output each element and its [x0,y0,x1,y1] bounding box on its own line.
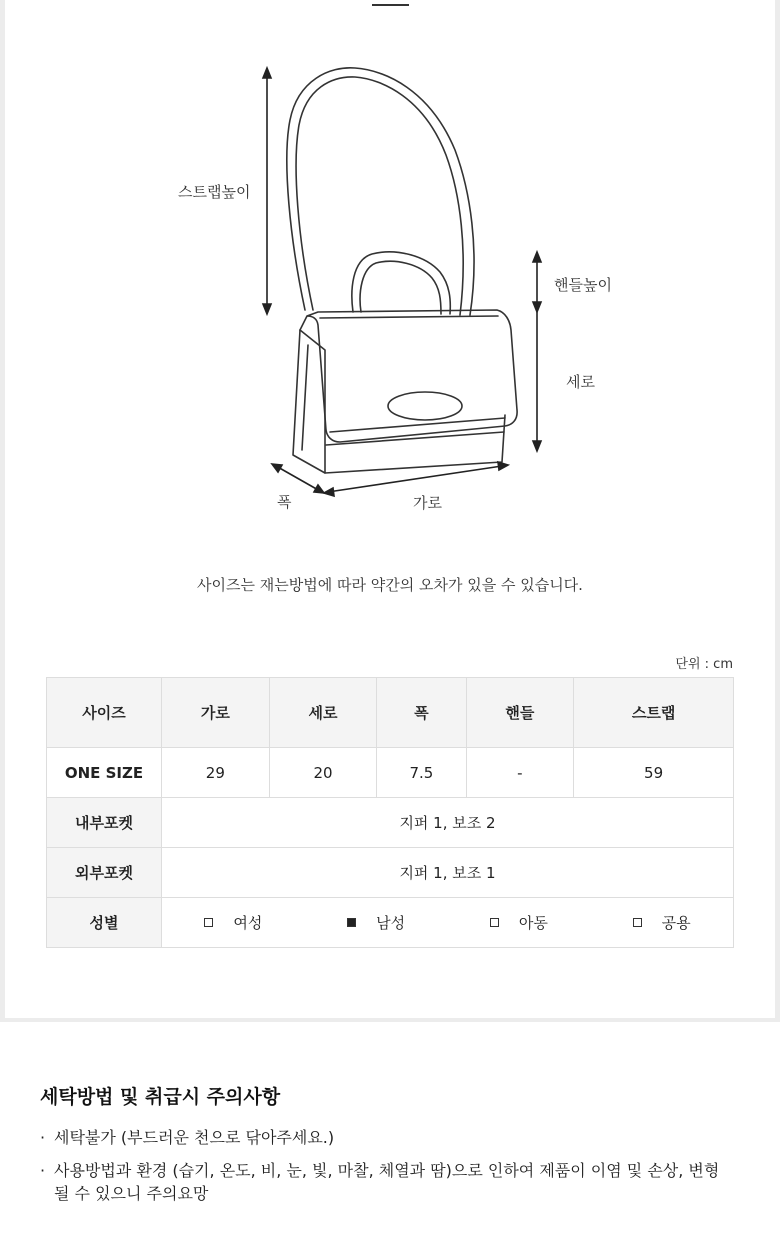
unit-label: 단위 : cm [675,657,733,672]
table-row-one-size [47,748,734,798]
header-cell: 폭 [377,678,466,748]
header-cell: 스트랩 [574,678,734,748]
bullet-icon: · [40,1161,46,1180]
bag-illustration [0,0,780,530]
care-section [0,1022,780,1236]
care-item-text: 사용방법과 환경 (습기, 온도, 비, 눈, 빛, 마찰, 체열과 땀)으로 인하여 제품이 이염 및 손상, 변형될 수 있으니 주의요망 [54,1161,720,1203]
row-label: 외부포켓 [47,848,162,898]
care-item-text: 세탁불가 (부드러운 천으로 닦아주세요.) [54,1128,335,1147]
checkbox-filled-icon [347,918,356,927]
table-cell: 20 [269,748,377,798]
gender-option-label: 남성 [376,914,406,932]
gender-cell [162,898,734,948]
bullet-icon: · [40,1128,46,1147]
header-cell: 가로 [162,678,270,748]
gender-option-male [305,912,448,933]
bag-dimension-diagram [0,0,780,530]
gender-option-kids [448,912,591,933]
table-cell: - [466,748,574,798]
gender-option-unisex [590,912,733,933]
table-row-gender [47,898,734,948]
table-cell: 지퍼 1, 보조 1 [162,848,734,898]
row-label: 내부포켓 [47,798,162,848]
row-label: ONE SIZE [47,748,162,798]
size-table [46,677,734,948]
checkbox-empty-icon [633,918,642,927]
gender-option-label: 공용 [661,914,691,932]
gender-option-label: 여성 [233,914,263,932]
care-item [40,1126,730,1149]
gender-option-female [162,912,305,933]
checkbox-empty-icon [204,918,213,927]
table-cell: 29 [162,748,270,798]
table-row-outer-pocket [47,848,734,898]
care-title: 세탁방법 및 취급시 주의사항 [40,1086,281,1108]
header-cell: 핸들 [466,678,574,748]
gender-options [162,912,733,933]
header-cell: 세로 [269,678,377,748]
table-row-inner-pocket [47,798,734,848]
gender-option-label: 아동 [518,914,548,932]
handle-height-label: 핸들높이 [554,276,612,294]
table-header-row [47,678,734,748]
row-label: 성별 [47,898,162,948]
height-label: 세로 [566,373,595,391]
table-cell: 7.5 [377,748,466,798]
width-label: 가로 [413,494,442,512]
header-cell: 사이즈 [47,678,162,748]
table-cell: 59 [574,748,734,798]
checkbox-empty-icon [490,918,499,927]
care-item [40,1159,730,1205]
table-cell: 지퍼 1, 보조 2 [162,798,734,848]
strap-height-label: 스트랩높이 [178,183,251,201]
depth-label: 폭 [277,493,292,511]
measurement-notice: 사이즈는 재는방법에 따라 약간의 오차가 있을 수 있습니다. [197,576,583,594]
